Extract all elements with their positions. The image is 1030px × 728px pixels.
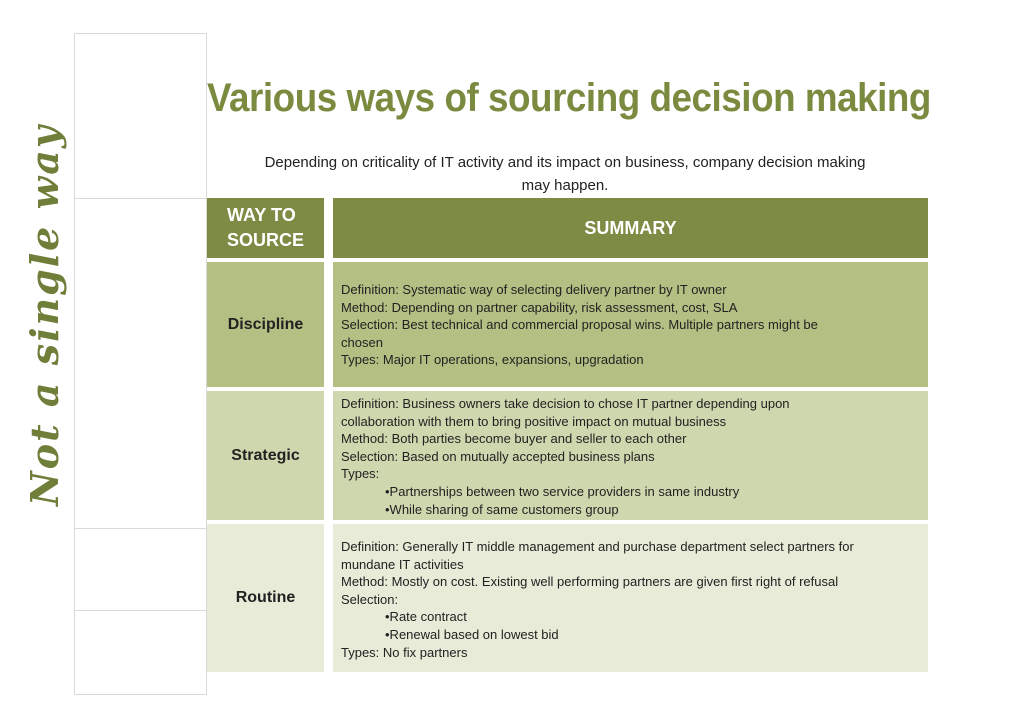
summary-bullet: •Renewal based on lowest bid	[385, 626, 559, 642]
summary-line: Selection:	[341, 591, 399, 607]
row-label-strategic	[207, 391, 324, 520]
summary-bullet: •While sharing of same customers group	[385, 501, 619, 517]
row-label: Routine	[235, 589, 296, 606]
header-way-to-source	[207, 198, 324, 258]
header-left-line: WAY TO	[227, 205, 296, 225]
row-summary-strategic	[333, 391, 928, 520]
summary-line: mundane IT activities	[341, 556, 464, 572]
side-caption: Not a single way	[22, 124, 67, 506]
row-summary-discipline	[333, 262, 928, 387]
summary-line: Method: Depending on partner capability, risk assessment, cost, SLA	[341, 299, 738, 315]
row-label-discipline	[207, 262, 324, 387]
summary-line: Types: No fix partners	[341, 644, 468, 660]
summary-line: Selection: Best technical and commercial proposal wins. Multiple partners might be	[341, 317, 818, 333]
summary-line: Definition: Business owners take decision to chose IT partner depending upon	[341, 396, 790, 411]
row-summary-routine	[333, 524, 928, 672]
summary-bullet: •Rate contract	[385, 609, 467, 625]
subtitle-line: Depending on criticality of IT activity and its impact on business, company decision making	[264, 154, 866, 171]
row-label-routine	[207, 524, 324, 672]
summary-bullet: •Partnerships between two service providers in same industry	[385, 483, 740, 499]
summary-line: Selection: Based on mutually accepted business plans	[341, 448, 655, 464]
summary-line: Method: Mostly on cost. Existing well performing partners are given first right of refusal	[341, 574, 839, 590]
sidebar-divider	[74, 198, 207, 199]
subtitle-line: may happen.	[521, 177, 609, 194]
summary-line: Types:	[341, 466, 380, 482]
sidebar-divider	[74, 610, 207, 611]
sidebar-divider	[74, 528, 207, 529]
left-sidebar-panel	[74, 33, 207, 695]
header-summary: SUMMARY	[333, 198, 928, 258]
row-label: Discipline	[227, 315, 304, 333]
summary-line: chosen	[341, 334, 383, 350]
slide-title: Various ways of sourcing decision making	[207, 76, 931, 120]
summary-line: collaboration with them to bring positive impact on mutual business	[341, 413, 727, 429]
summary-line: Definition: Generally IT middle management and purchase department select partners for	[341, 539, 854, 554]
header-left-line: SOURCE	[227, 230, 305, 250]
summary-line: Types: Major IT operations, expansions, upgradation	[341, 352, 644, 368]
row-label: Strategic	[231, 446, 300, 464]
summary-line: Method: Both parties become buyer and seller to each other	[341, 431, 687, 447]
summary-line: Definition: Systematic way of selecting delivery partner by IT owner	[341, 282, 727, 297]
slide-subtitle	[210, 151, 920, 197]
